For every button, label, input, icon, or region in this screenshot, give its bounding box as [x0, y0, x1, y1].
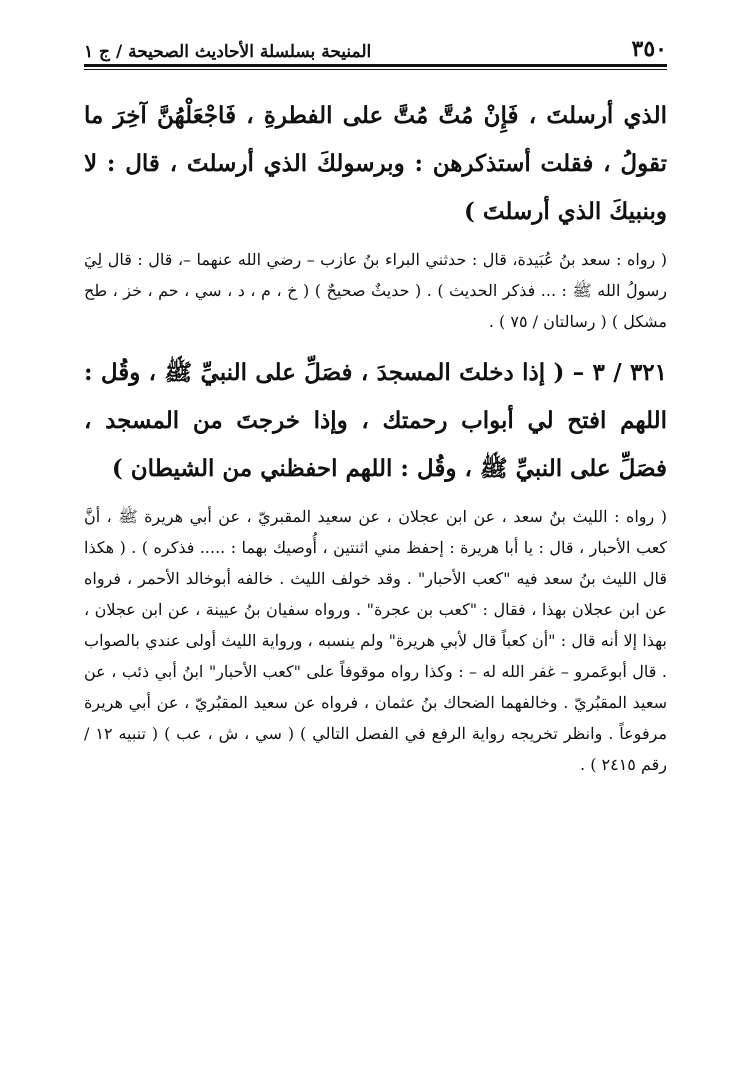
page-header: [84, 28, 667, 62]
header-rule: [84, 64, 667, 67]
running-title: المنيحة بسلسلة الأحاديث الصحيحة / ج ١: [84, 42, 372, 62]
hadith-321-text: ٣٢١ / ٣ – ( إذا دخلتَ المسجدَ ، فصَلِّ على النبيِّ ﷺ ، وقُل : اللهم افتح لي أبواب رحمتك ، وإذا خرجتَ من المسجد ، فصَلِّ على النبيِّ ﷺ ، وقُل : اللهم احفظني من الشيطان ): [84, 359, 668, 482]
hadith-320-text: الذي أرسلتَ ، فَإِنْ مُتَّ مُتَّ على الفطرةِ ، فَاجْعَلْهُنَّ آخِرَ ما تقولُ ، فقلت أستذكرهن : وبرسولكَ الذي أرسلتَ ، قال : لا وبنبيكَ الذي أرسلتَ ): [84, 102, 667, 225]
page-number: ٣٥٠: [631, 36, 667, 62]
page-content: [84, 90, 667, 780]
hadith-321-takhrij: ( رواه : الليث بنُ سعد ، عن ابن عجلان ، عن سعيد المقبريّ ، عن أبي هريرة ﷺ ، أنَّ كعب الأحبار ، قال : يا أبا هريرة : إحفظ مني اثنتين ، أُوصيك بهما : ..... فذكره ) . ( هكذا قال الليث بنُ سعد فيه "كعب الأحبار" . وقد خولف الليث . خالفه أبوخالد الأحمر ، فرواه عن ابن عجلان بهذا ، فقال : "كعب بن عجرة" . ورواه سفيان بنُ عيينة ، عن ابن عجلان ، بهذا إلا أنه قال : "أن كعباً قال لأبي هريرة" ولم ينسبه ، ورواية الليث أولى عندي بالصواب . قال أبوعَمرو – غفر الله له – : وكذا رواه موقوفاً على "كعب الأحبار" ابنُ أبي ذئب ، عن سعيد المقبُريّ . وخالفهما الضحاك بنُ عثمان ، فرواه عن سعيد المقبُريّ ، عن أبي هريرة مرفوعاً . وانظر تخريجه رواية الرفع في الفصل التالي ) ( سي ، ش ، عب ) ( تنبيه ١٢ / رقم ٢٤١٥ ) .: [84, 507, 668, 774]
hadith-320-takhrij: ( رواه : سعد بنُ عُبَيدة، قال : حدثني البراء بنُ عازب – رضي الله عنهما –، قال : قال لِيَ رسولُ الله ﷺ : ... فذكر الحديث ) . ( حديثٌ صحيحٌ ) ( خ ، م ، د ، سي ، حم ، خز ، طح مشكل ) ( رسالتان / ٧٥ ) .: [84, 250, 667, 331]
header-rule-thin: [84, 69, 667, 70]
